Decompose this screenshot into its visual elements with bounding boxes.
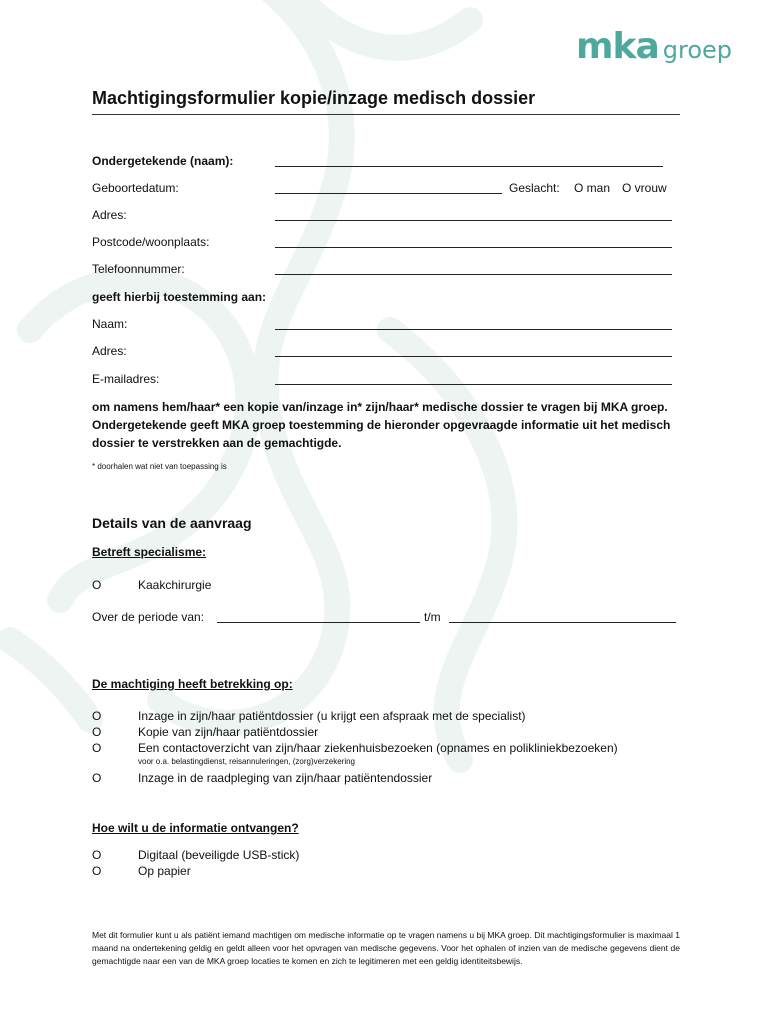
- authorized-name-field[interactable]: [275, 329, 672, 330]
- period-start-field[interactable]: [217, 622, 420, 623]
- scope-checkbox-inzage[interactable]: O: [92, 709, 102, 723]
- consent-paragraph: om namens hem/haar* een kopie van/inzage in* zijn/haar* medische dossier te vragen bij MKA groep. Ondergetekende geeft MKA groep toestemming de hieronder opgevraagde informatie uit het medisch dossier te verstrekken aan de gemachtigde.: [92, 400, 671, 450]
- scope-option-contactoverzicht: Een contactoverzicht van zijn/haar ziekenhuisbezoeken (opnames en polikliniekbezoeken): [138, 741, 618, 755]
- gender-option-female[interactable]: O vrouw: [622, 181, 667, 195]
- title-divider: [92, 114, 680, 115]
- logo-mka-text: mka: [576, 26, 659, 67]
- scope-option-contactoverzicht-note: voor o.a. belastingdienst, reisannuleringen, (zorg)verzekering: [138, 757, 356, 766]
- footer-disclaimer: Met dit formulier kunt u als patiënt iemand machtigen om medische informatie op te vragen namens u bij MKA groep. Dit machtigingsformulier is maximaal 1 maand na ondertekening geldig en geldt alleen voor het opvragen van medische gegevens. Voor het ophalen of inzien van de medische gegevens dient de gemachtigde naar een van de MKA groep locaties te komen en zich te legitimeren met een geldig identiteitsbewijs.: [92, 930, 680, 966]
- scope-checkbox-kopie[interactable]: O: [92, 725, 102, 739]
- authorized-address-label: Adres:: [92, 344, 127, 358]
- authorized-email-field[interactable]: [275, 384, 672, 385]
- delivery-heading: Hoe wilt u de informatie ontvangen?: [92, 821, 299, 835]
- scope-option-inzage: Inzage in zijn/haar patiëntdossier (u krijgt een afspraak met de specialist): [138, 709, 526, 723]
- gender-label: Geslacht:: [509, 181, 560, 195]
- specialism-value: Kaakchirurgie: [138, 578, 212, 592]
- authorized-name-label: Naam:: [92, 317, 128, 331]
- signer-address-field[interactable]: [275, 220, 672, 221]
- scope-option-raadpleging: Inzage in de raadpleging van zijn/haar patiëntendossier: [138, 771, 433, 785]
- signer-address-label: Adres:: [92, 208, 127, 222]
- grants-heading: geeft hierbij toestemming aan:: [92, 290, 267, 304]
- phone-field[interactable]: [275, 274, 672, 275]
- specialism-label: Betreft specialisme:: [92, 545, 207, 559]
- delivery-option-digital: Digitaal (beveiligde USB-stick): [138, 848, 300, 862]
- birthdate-label: Geboortedatum:: [92, 181, 179, 195]
- authorized-email-label: E-mailadres:: [92, 372, 160, 386]
- scope-heading: De machtiging heeft betrekking op:: [92, 677, 293, 691]
- period-end-field[interactable]: [449, 622, 676, 623]
- postcode-field[interactable]: [275, 247, 672, 248]
- delivery-checkbox-digital[interactable]: O: [92, 848, 102, 862]
- mka-groep-logo: [576, 26, 732, 66]
- delivery-option-paper: Op papier: [138, 864, 191, 878]
- details-heading: Details van de aanvraag: [92, 515, 252, 531]
- postcode-label: Postcode/woonplaats:: [92, 235, 210, 249]
- specialism-checkbox[interactable]: O: [92, 578, 102, 592]
- authorized-address-field[interactable]: [275, 356, 672, 357]
- footnote: * doorhalen wat niet van toepassing is: [92, 462, 227, 471]
- logo-groep-text: groep: [662, 36, 733, 64]
- birthdate-field[interactable]: [275, 193, 502, 194]
- phone-label: Telefoonnummer:: [92, 262, 185, 276]
- gender-option-male[interactable]: O man: [574, 181, 611, 195]
- scope-checkbox-contactoverzicht[interactable]: O: [92, 741, 102, 755]
- delivery-checkbox-paper[interactable]: O: [92, 864, 102, 878]
- scope-checkbox-raadpleging[interactable]: O: [92, 771, 102, 785]
- signer-name-field[interactable]: [275, 166, 663, 167]
- period-label: Over de periode van:: [92, 610, 205, 624]
- scope-option-kopie: Kopie van zijn/haar patiëntdossier: [138, 725, 319, 739]
- period-until-label: t/m: [424, 610, 441, 624]
- page-title: Machtigingsformulier kopie/inzage medisch dossier: [92, 88, 536, 108]
- signer-name-label: Ondergetekende (naam):: [92, 154, 234, 168]
